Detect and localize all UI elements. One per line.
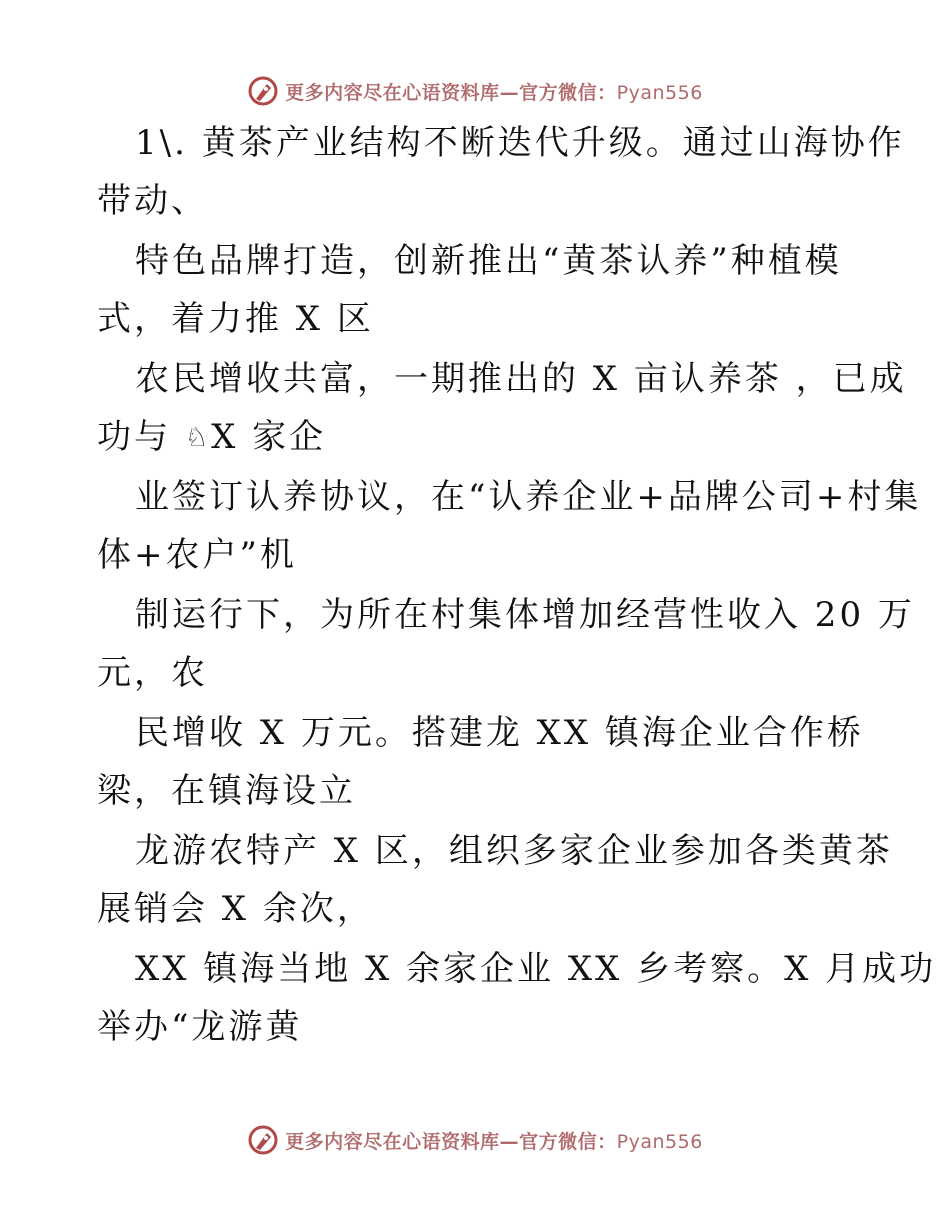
text-line: 展销会 X 余次， bbox=[97, 889, 374, 929]
text-line: 带动、 bbox=[97, 181, 208, 221]
text-line: 特色品牌打造，创新推出“黄茶认养”种植模 bbox=[135, 241, 842, 281]
text-line: XX 镇海当地 X 余家企业 XX 乡考察。X 月成功 bbox=[135, 949, 937, 989]
text-line: 式，着力推 X 区 bbox=[97, 299, 374, 339]
pen-nib-logo-icon bbox=[247, 75, 279, 107]
text-line: 体+农户”机 bbox=[97, 535, 297, 575]
text-line: 龙游农特产 X 区，组织多家企业参加各类黄茶 bbox=[135, 831, 893, 871]
watermark-text: 更多内容尽在心语资料库—官方微信：Pyan556 bbox=[285, 81, 703, 104]
watermark-text: 更多内容尽在心语资料库—官方微信：Pyan556 bbox=[285, 1130, 703, 1153]
pen-nib-logo-icon bbox=[247, 1124, 279, 1156]
text-line: 梁，在镇海设立 bbox=[97, 771, 356, 811]
text-line: 农民增收共富，一期推出的 X 亩认养茶 ，已成 bbox=[135, 359, 907, 399]
text-line: 民增收 X 万元。搭建龙 XX 镇海企业合作桥 bbox=[135, 713, 864, 753]
text-line: 举办“龙游黄 bbox=[97, 1007, 303, 1047]
header-watermark bbox=[0, 71, 950, 111]
footer-watermark bbox=[0, 1120, 950, 1160]
text-line: 1\. 黄茶产业结构不断迭代升级。通过山海协作 bbox=[135, 123, 905, 163]
knight-glyph-icon: ♘ bbox=[184, 423, 212, 453]
text-line: 制运行下，为所在村集体增加经营性收入 20 万 bbox=[135, 595, 915, 635]
text-line: 功与 ♘X 家企 bbox=[97, 417, 327, 457]
text-line: 元，农 bbox=[97, 653, 208, 693]
text-line: 业签订认养协议，在“认养企业+品牌公司+村集 bbox=[135, 477, 922, 517]
